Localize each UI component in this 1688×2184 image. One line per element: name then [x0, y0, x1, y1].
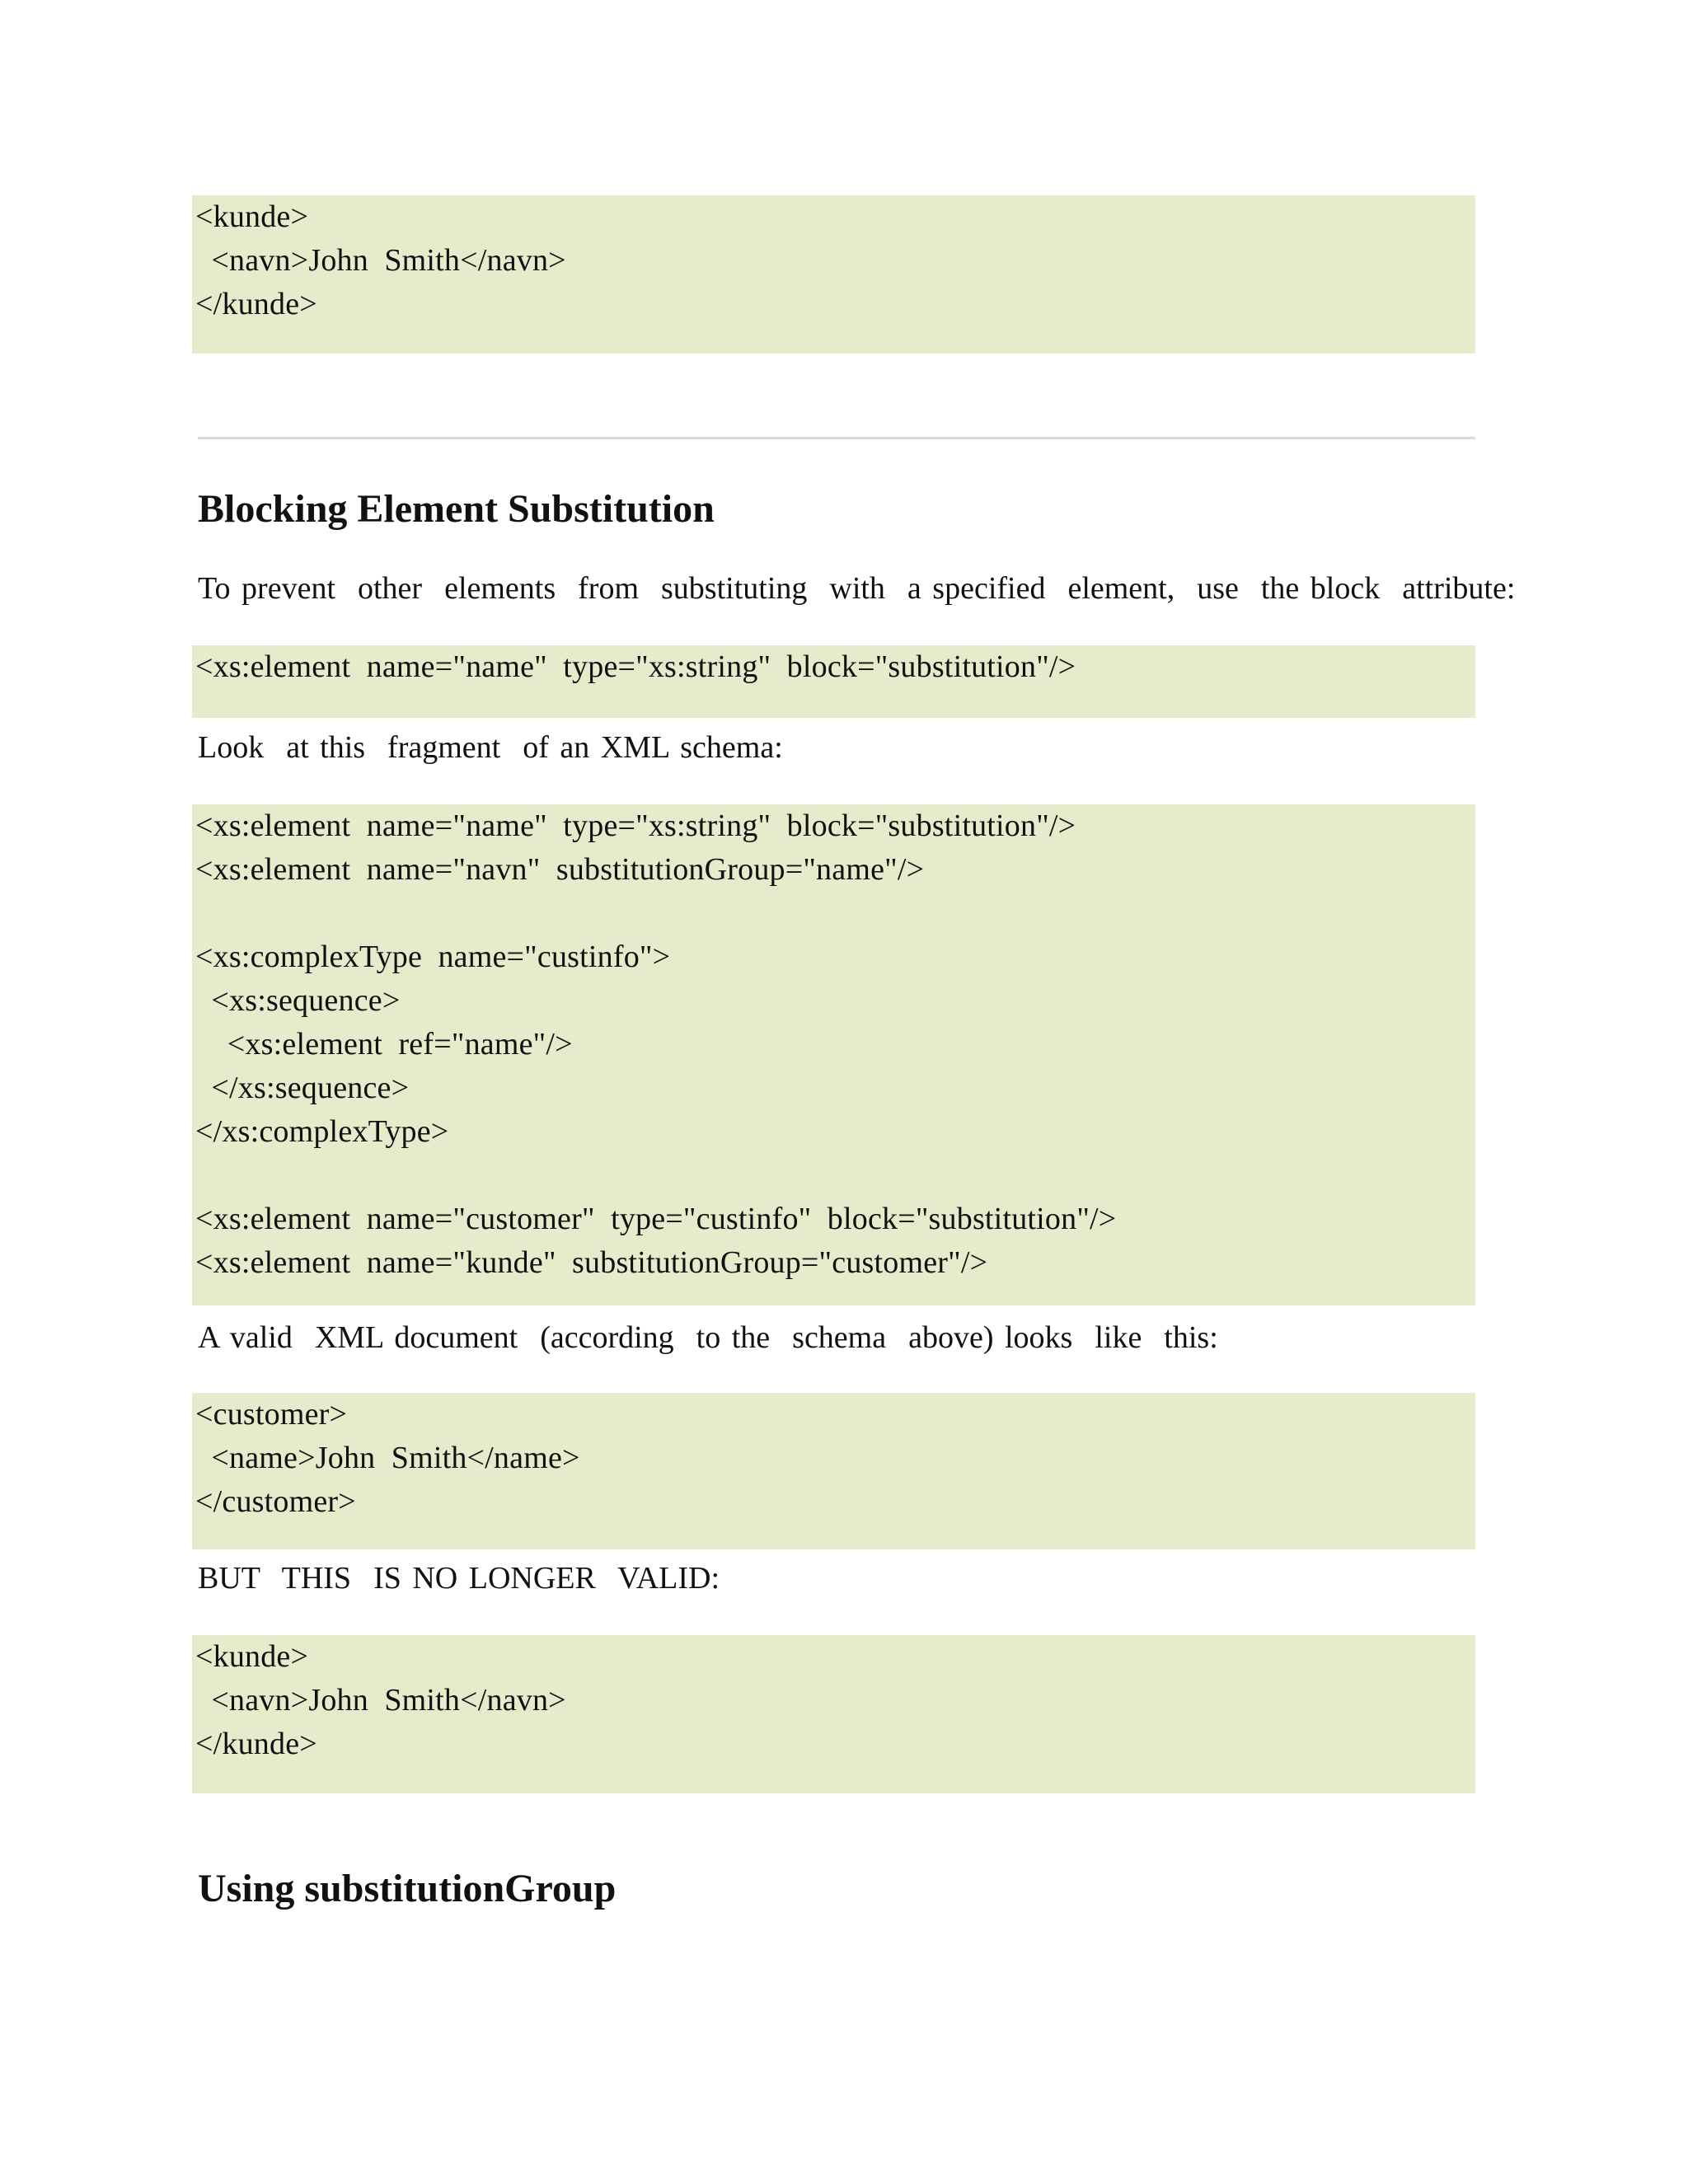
- paragraph-valid: A valid XML document (according to the schema above) looks like this:: [198, 1320, 1218, 1355]
- code-line: <kunde>: [195, 1639, 309, 1674]
- paragraph-no-longer-valid: BUT THIS IS NO LONGER VALID:: [198, 1561, 720, 1596]
- paragraph-prevent: To prevent other elements from substituting with a specified element, use the block attribute:: [198, 571, 1516, 606]
- code-line: </xs:sequence>: [195, 1071, 410, 1105]
- code-line: </xs:complexType>: [195, 1114, 449, 1149]
- code-block-kunde-top: [192, 195, 1475, 354]
- code-line: <kunde>: [195, 199, 309, 234]
- code-line: <xs:element name="navn" substitutionGroup="name"/>: [195, 852, 925, 887]
- code-line: <xs:element name="name" type="xs:string" block="substitution"/>: [195, 649, 1076, 684]
- section-heading-using-substitution-group: Using substitutionGroup: [198, 1867, 617, 1910]
- horizontal-divider: [198, 437, 1475, 439]
- code-line: </customer>: [195, 1484, 356, 1519]
- code-line: [195, 1154, 1472, 1197]
- code-line: <xs:complexType name="custinfo">: [195, 940, 671, 974]
- code-line: [195, 892, 1472, 935]
- code-line: <xs:element name="kunde" substitutionGroup="customer"/>: [195, 1245, 988, 1280]
- code-block-customer: [192, 1393, 1475, 1549]
- code-line: <customer>: [195, 1397, 348, 1432]
- code-line: <name>John Smith</name>: [195, 1441, 580, 1475]
- code-line: <xs:element ref="name"/>: [195, 1027, 573, 1062]
- code-line: <xs:sequence>: [195, 983, 401, 1018]
- code-block-schema-fragment: [192, 804, 1475, 1305]
- code-line: <navn>John Smith</navn>: [195, 243, 566, 278]
- code-block-block-attribute: [192, 645, 1475, 718]
- code-block-kunde-bottom: [192, 1635, 1475, 1793]
- code-line: </kunde>: [195, 1727, 317, 1761]
- paragraph-look: Look at this fragment of an XML schema:: [198, 730, 783, 765]
- code-line: <xs:element name="customer" type="custinfo" block="substitution"/>: [195, 1202, 1117, 1236]
- section-heading-blocking: Blocking Element Substitution: [198, 487, 715, 531]
- code-line: </kunde>: [195, 287, 317, 321]
- code-line: <navn>John Smith</navn>: [195, 1683, 566, 1718]
- code-line: <xs:element name="name" type="xs:string" block="substitution"/>: [195, 808, 1076, 843]
